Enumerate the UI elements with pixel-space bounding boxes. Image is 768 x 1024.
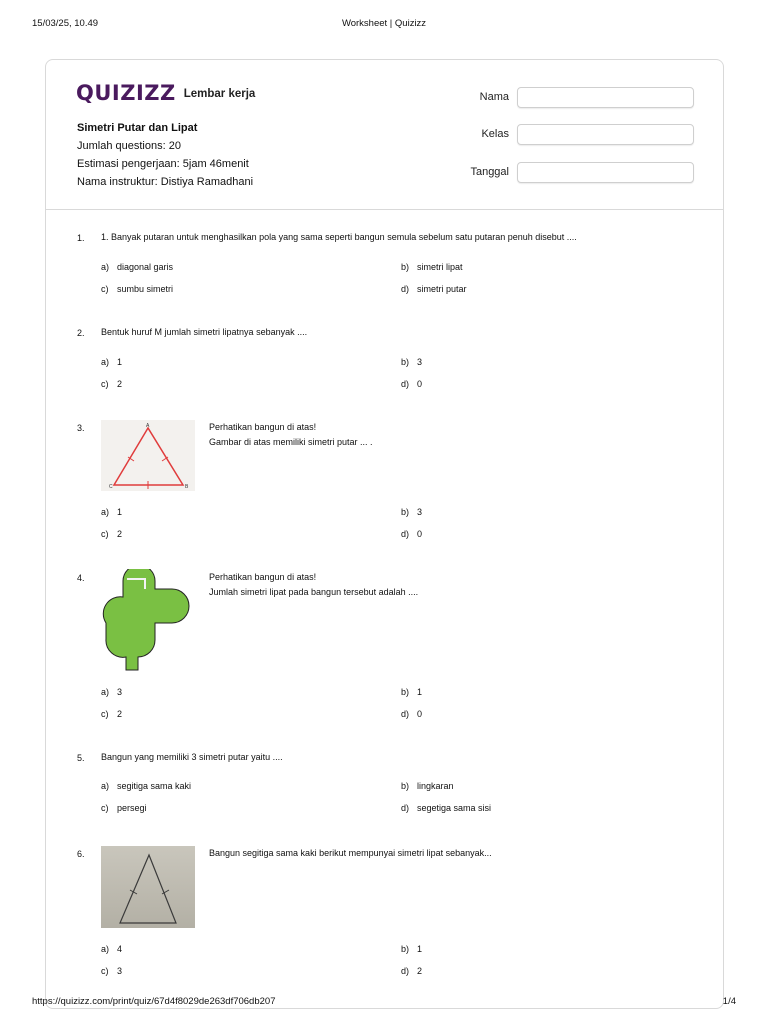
option-d[interactable]: d) simetri putar <box>401 284 467 294</box>
option-a[interactable]: a) 3 <box>101 687 123 697</box>
option-a[interactable]: a) 1 <box>101 507 123 517</box>
option-d[interactable]: d) 2 <box>401 966 423 976</box>
option-d[interactable]: d) 0 <box>401 379 423 389</box>
worksheet-header <box>46 60 723 210</box>
option-c[interactable]: c) persegi <box>101 803 147 813</box>
logo-subtitle: Lembar kerja <box>183 88 256 100</box>
option-b[interactable]: b) lingkaran <box>401 781 454 791</box>
option-a[interactable]: a) diagonal garis <box>101 262 174 272</box>
question-number: 6. <box>77 849 85 859</box>
vertex-label-c: C <box>109 484 113 490</box>
option-a[interactable]: a) 1 <box>101 357 123 367</box>
class-field[interactable] <box>517 124 694 145</box>
option-d[interactable]: d) segetiga sama sisi <box>401 803 492 813</box>
print-page-number: 1/4 <box>722 996 736 1007</box>
worksheet-card <box>45 59 724 1009</box>
green-shape <box>103 569 189 670</box>
option-b[interactable]: b) 1 <box>401 944 423 954</box>
option-c[interactable]: c) 3 <box>101 966 123 976</box>
option-c[interactable]: c) 2 <box>101 379 123 389</box>
class-label: Kelas <box>481 128 509 140</box>
option-c[interactable]: c) 2 <box>101 529 123 539</box>
vertex-label-b: B <box>185 484 189 490</box>
option-b[interactable]: b) simetri lipat <box>401 262 463 272</box>
question-count: Jumlah questions: 20 <box>77 140 181 152</box>
question-number: 2. <box>77 328 85 338</box>
option-b[interactable]: b) 3 <box>401 357 423 367</box>
green-shape-image <box>101 569 195 673</box>
time-estimate: Estimasi pengerjaan: 5jam 46menit <box>77 158 249 170</box>
quizizz-logo <box>76 81 255 105</box>
worksheet-title: Simetri Putar dan Lipat <box>77 122 198 134</box>
vertex-label-a: A <box>146 423 150 429</box>
question-text: Bentuk huruf M jumlah simetri lipatnya sebanyak .... <box>101 327 308 337</box>
instructor-name: Nama instruktur: Distiya Ramadhani <box>77 176 254 188</box>
option-b[interactable]: b) 1 <box>401 687 423 697</box>
question-text: Perhatikan bangun di atas! Jumlah simetri lipat pada bangun tersebut adalah .... <box>209 572 419 597</box>
option-b[interactable]: b) 3 <box>401 507 423 517</box>
question-number: 4. <box>77 573 85 583</box>
question-text: Bangun yang memiliki 3 simetri putar yaitu .... <box>101 752 283 762</box>
question-text: Bangun segitiga sama kaki berikut mempunyai simetri lipat sebanyak... <box>209 848 492 858</box>
option-d[interactable]: d) 0 <box>401 529 423 539</box>
print-url[interactable]: https://quizizz.com/print/quiz/67d4f8029de263df706db207 <box>32 996 276 1007</box>
question-text: 1. Banyak putaran untuk menghasilkan pola yang sama seperti bangun semula sebelum satu putaran penuh disebut .... <box>101 232 577 242</box>
question-number: 5. <box>77 753 85 763</box>
triangle-image <box>101 420 195 491</box>
date-label: Tanggal <box>470 166 509 178</box>
name-label: Nama <box>479 91 509 103</box>
date-field[interactable] <box>517 162 694 183</box>
question-number: 1. <box>77 233 85 243</box>
option-c[interactable]: c) sumbu simetri <box>101 284 174 294</box>
question-number: 3. <box>77 423 85 433</box>
name-field[interactable] <box>517 87 694 108</box>
isosceles-triangle-photo <box>101 846 195 928</box>
option-a[interactable]: a) segitiga sama kaki <box>101 781 192 791</box>
print-datetime: 15/03/25, 10.49 <box>32 18 99 29</box>
logo-wordmark: QUIZIZZ <box>76 81 176 105</box>
option-c[interactable]: c) 2 <box>101 709 123 719</box>
worksheet-info <box>77 119 253 191</box>
option-a[interactable]: a) 4 <box>101 944 123 954</box>
question-text: Perhatikan bangun di atas! Gambar di atas memiliki simetri putar ... . <box>209 422 373 447</box>
print-page-title: Worksheet | Quizizz <box>341 18 427 29</box>
option-d[interactable]: d) 0 <box>401 709 423 719</box>
